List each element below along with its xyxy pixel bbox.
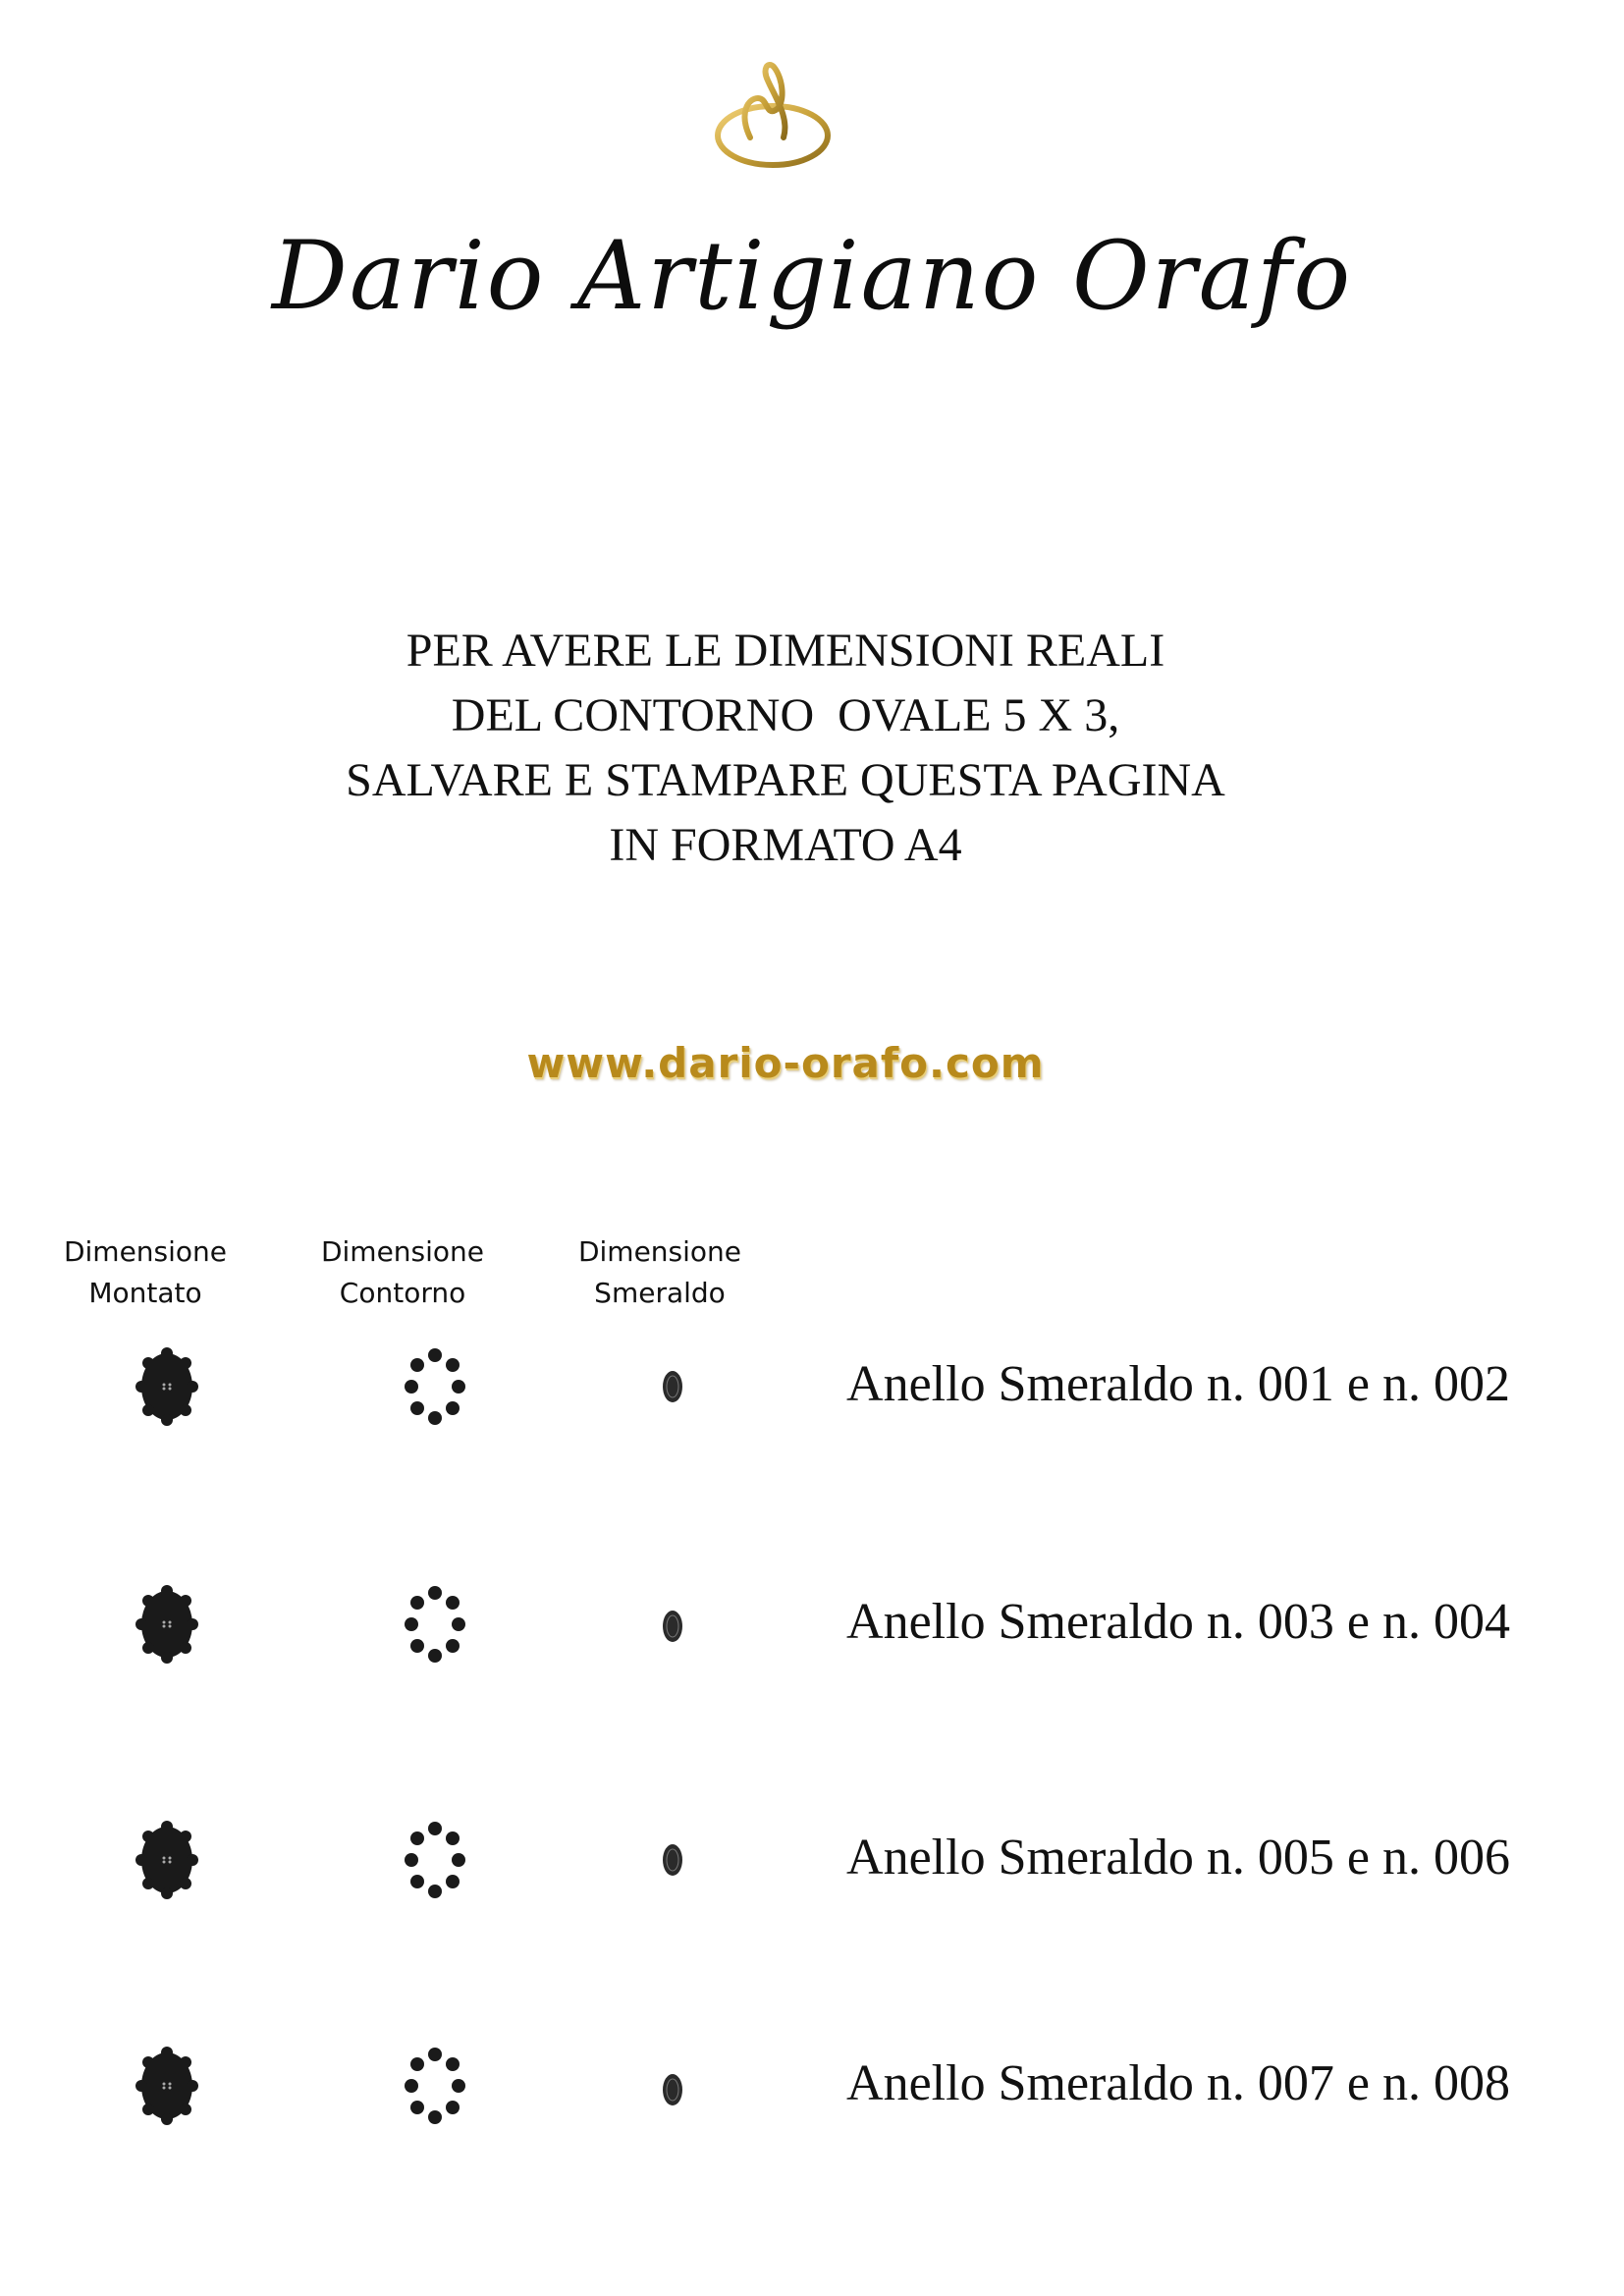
column-header-smeraldo bbox=[552, 1231, 768, 1314]
brand-name: Dario Artigiano Orafo bbox=[271, 221, 1353, 331]
emerald-icon bbox=[653, 2045, 741, 2133]
ring-label: Anello Smeraldo n. 001 e n. 002 bbox=[846, 1356, 1510, 1412]
emerald-icon bbox=[653, 1819, 741, 1907]
column-header-line: Dimensione bbox=[63, 1235, 228, 1268]
halo-outline-icon bbox=[391, 2045, 479, 2133]
halo-outline-icon bbox=[391, 1819, 479, 1907]
column-header-line: Smeraldo bbox=[594, 1277, 726, 1309]
emerald-icon bbox=[653, 1583, 741, 1671]
mounted-setting-icon bbox=[123, 1345, 211, 1434]
mounted-setting-icon bbox=[123, 1819, 211, 1907]
instruction-line: PER AVERE LE DIMENSIONI REALI bbox=[406, 625, 1165, 677]
ring-label: Anello Smeraldo n. 005 e n. 006 bbox=[846, 1830, 1510, 1886]
website-link[interactable]: www.dario-orafo.com bbox=[526, 1039, 1045, 1087]
instruction-line: DEL CONTORNO OVALE 5 X 3, bbox=[451, 689, 1120, 741]
ring-row bbox=[0, 1819, 1624, 1937]
instruction-line: SALVARE E STAMPARE QUESTA PAGINA bbox=[346, 754, 1225, 806]
emerald-icon bbox=[653, 1345, 741, 1434]
ring-label: Anello Smeraldo n. 003 e n. 004 bbox=[846, 1594, 1510, 1650]
mounted-setting-icon bbox=[123, 2045, 211, 2133]
mounted-setting-icon bbox=[123, 1583, 211, 1671]
ring-row bbox=[0, 1345, 1624, 1463]
column-header-line: Montato bbox=[88, 1277, 202, 1309]
gold-ring-icon bbox=[699, 59, 846, 177]
column-header-contorno bbox=[295, 1231, 511, 1314]
instruction-line: IN FORMATO A4 bbox=[609, 819, 962, 871]
column-header-line: Contorno bbox=[339, 1277, 466, 1309]
ring-row bbox=[0, 2045, 1624, 2162]
halo-outline-icon bbox=[391, 1583, 479, 1671]
ring-row bbox=[0, 1583, 1624, 1701]
instructions bbox=[0, 619, 1571, 878]
column-header-montato bbox=[37, 1231, 253, 1314]
column-header-line: Dimensione bbox=[320, 1235, 485, 1268]
ring-label: Anello Smeraldo n. 007 e n. 008 bbox=[846, 2055, 1510, 2111]
halo-outline-icon bbox=[391, 1345, 479, 1434]
column-header-line: Dimensione bbox=[577, 1235, 742, 1268]
